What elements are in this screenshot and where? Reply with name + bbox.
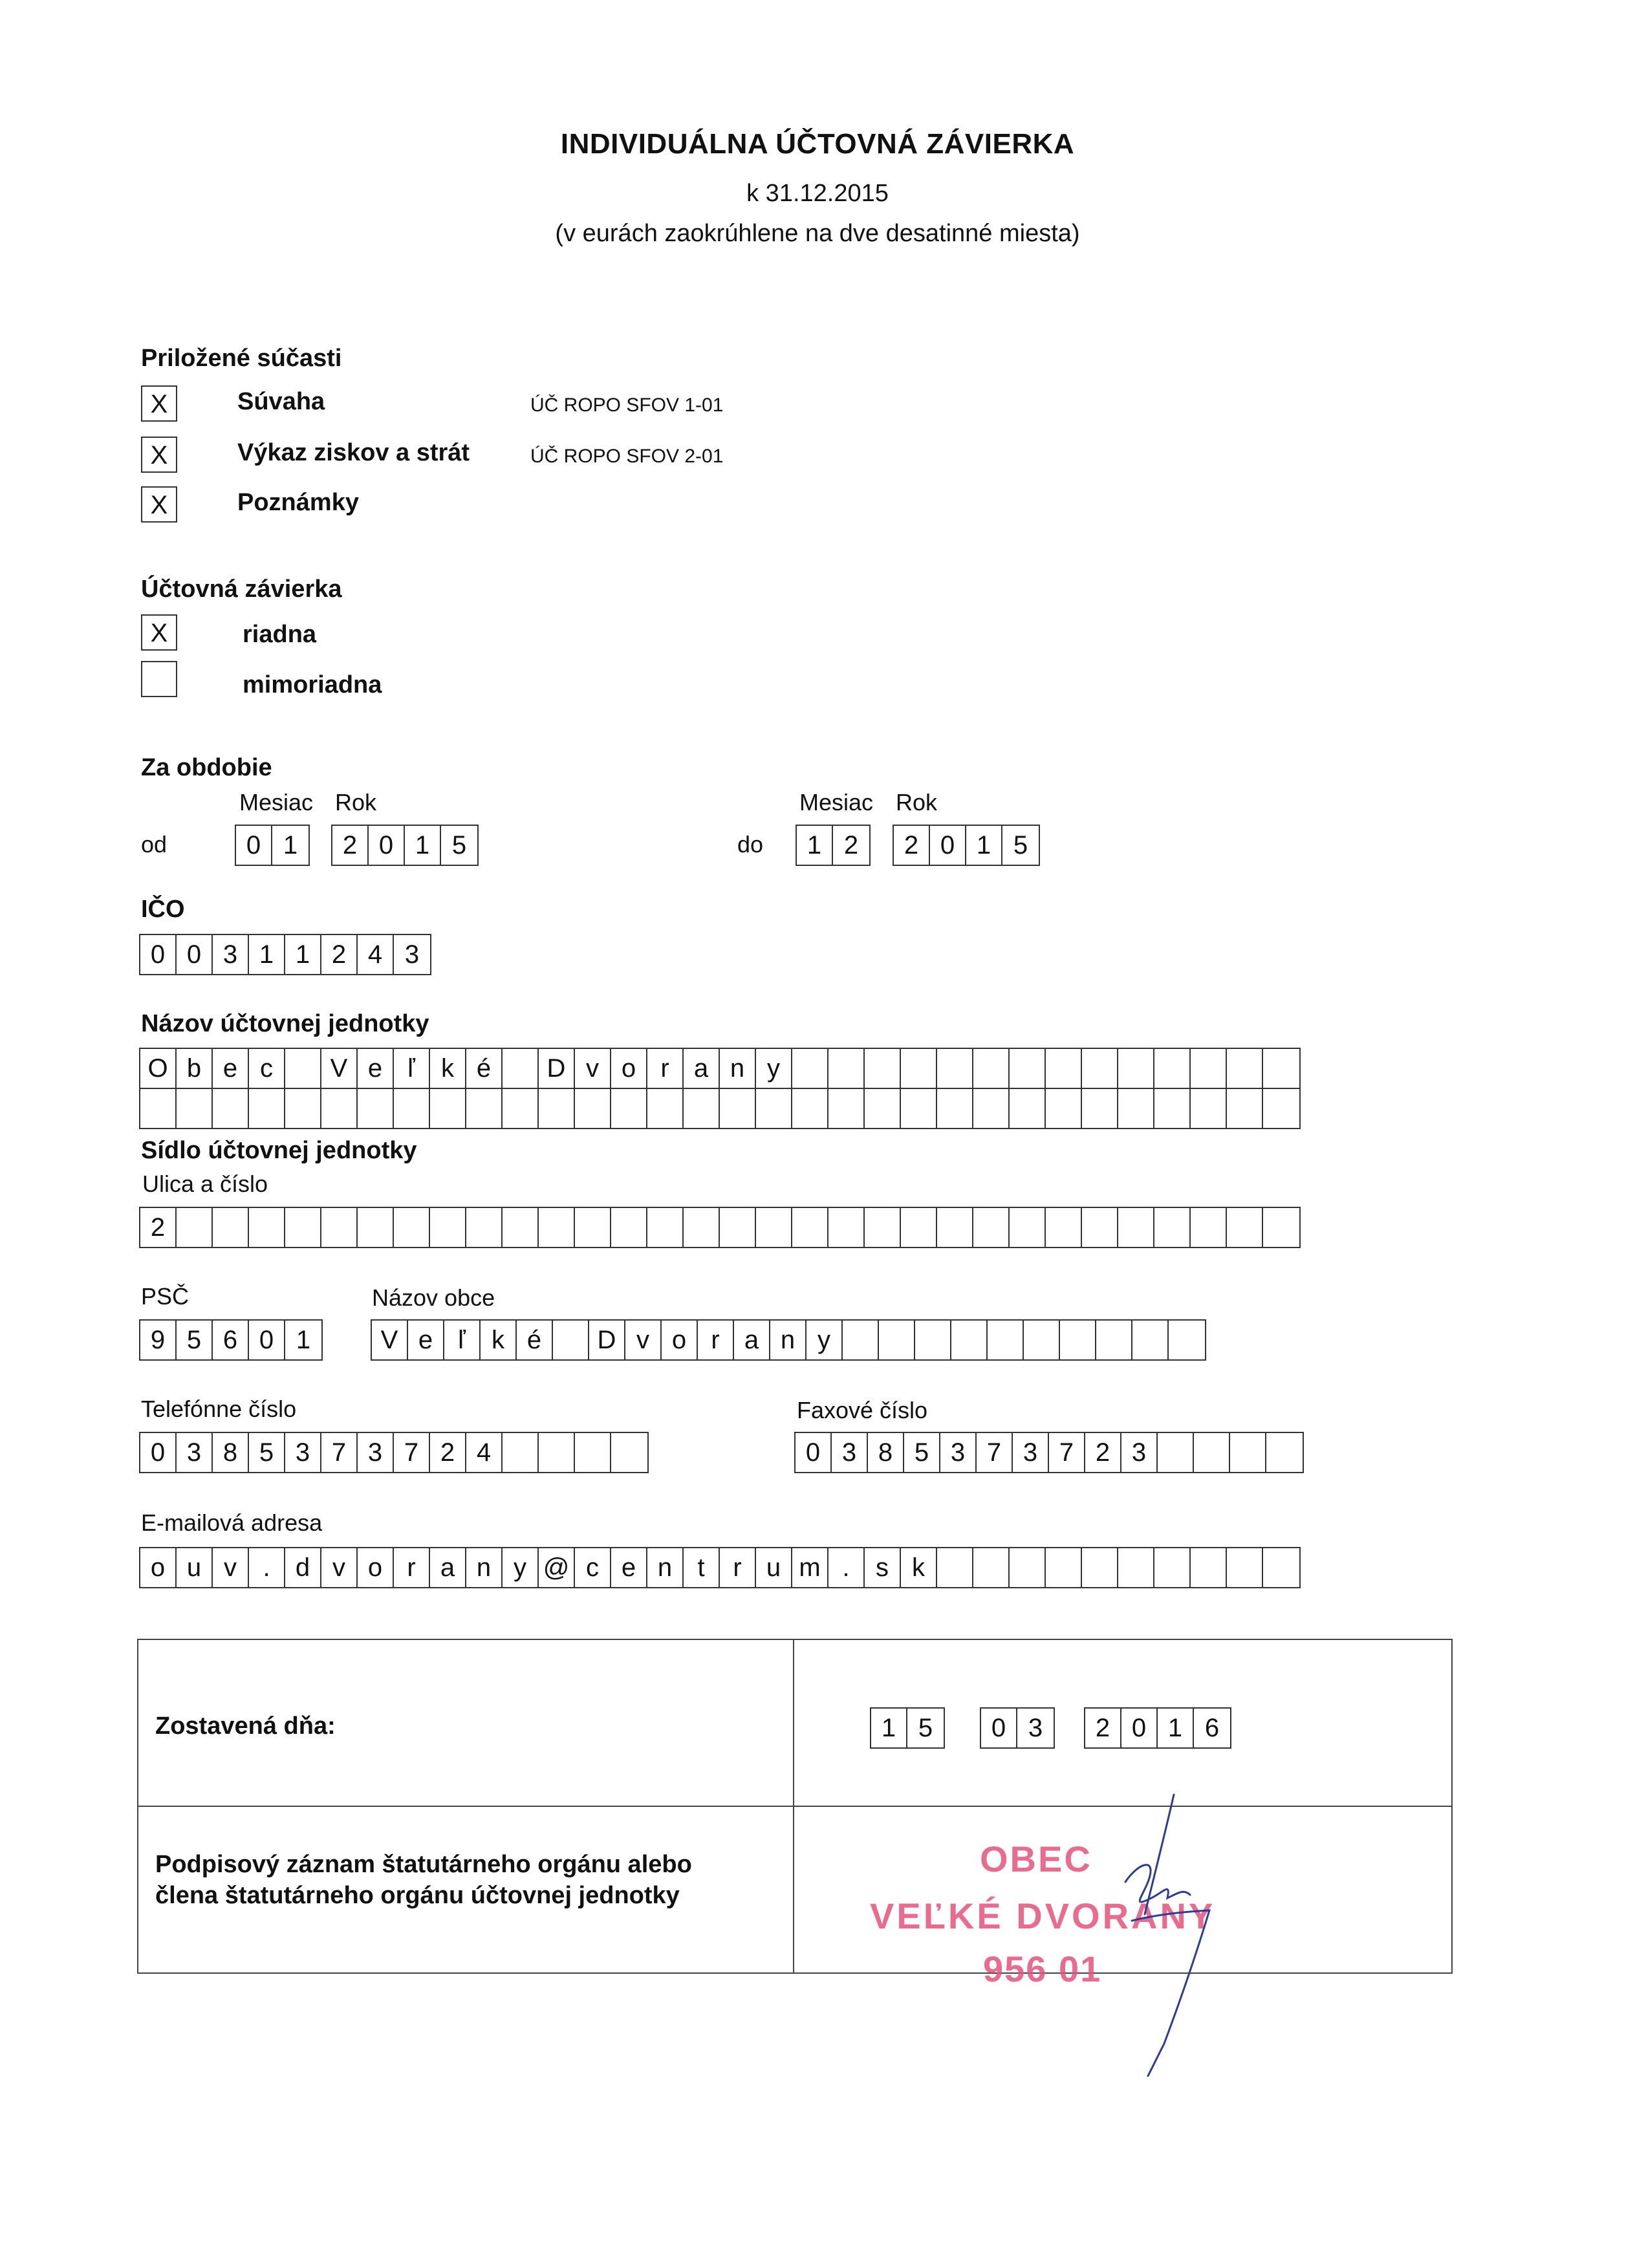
char-cell [177,1208,213,1247]
char-cell: 3 [285,1433,321,1472]
char-cell [865,1089,901,1128]
phone-field[interactable] [139,1432,649,1473]
street-field[interactable] [139,1207,1301,1248]
char-cell: 8 [213,1433,249,1472]
char-cell [1169,1321,1205,1359]
digit-cell: 0 [236,826,272,865]
char-cell [1082,1208,1118,1247]
digit-cell: 1 [249,935,285,974]
char-cell [1191,1548,1227,1587]
digit-cell: 2 [321,935,358,974]
char-cell: r [647,1049,684,1088]
char-cell: 1 [296,1326,311,1354]
char-cell: u [756,1548,792,1587]
char-cell [1010,1049,1046,1088]
char-cell [611,1208,647,1247]
char-cell: 5 [904,1433,940,1472]
digit-cell: 3 [404,940,420,969]
char-cell: v [575,1049,611,1088]
town-label: Názov obce [372,1284,495,1311]
char-cell: n [466,1548,503,1587]
char-cell [1118,1049,1154,1088]
char-cell: a [430,1548,466,1587]
char-cell: 3 [358,1433,394,1472]
char-cell: v [625,1321,662,1359]
compiled-day-field[interactable] [870,1707,945,1749]
char-cell [1132,1321,1169,1359]
town-field[interactable] [371,1319,1206,1361]
char-cell: ľ [444,1321,481,1359]
char-cell: a [734,1321,770,1359]
stamp-line3: 956 01 [983,1949,1102,1989]
char-cell [843,1321,879,1359]
char-cell [792,1208,828,1247]
char-cell [575,1433,611,1472]
char-cell [684,1089,720,1128]
char-cell [611,1089,647,1128]
char-cell [792,1049,828,1088]
ico-field[interactable] [139,934,431,975]
char-cell [1082,1049,1118,1088]
char-cell [1227,1089,1263,1128]
char-cell: V [372,1321,408,1359]
to-month-label: Mesiac [799,789,874,815]
stamp-line2: VEĽKÉ DVORANY [870,1895,1216,1936]
attachment-label-notes: Poznámky [237,489,359,516]
phone-label: Telefónne číslo [141,1396,297,1422]
char-cell [1154,1049,1191,1088]
char-cell: o [140,1548,177,1587]
char-cell [1010,1208,1046,1247]
char-cell: n [647,1548,684,1587]
char-cell [1046,1049,1082,1088]
digit-cell: 1 [966,826,1002,865]
char-cell [1227,1548,1263,1587]
psc-label: PSČ [141,1283,189,1310]
char-cell [684,1208,720,1247]
char-cell: é [466,1049,503,1088]
char-cell [951,1321,988,1359]
char-cell: k [430,1049,466,1088]
char-cell: 2 [1085,1433,1121,1472]
char-cell [1118,1089,1154,1128]
char-cell [988,1321,1024,1359]
stamp-line1: OBEC [980,1839,1092,1879]
char-cell [647,1208,684,1247]
closing-date: k 31.12.2015 [746,180,889,207]
digit-cell: 1 [871,1709,907,1747]
attachment-checkbox-balance[interactable]: X [141,385,177,422]
char-cell: d [285,1548,321,1587]
attachment-label-income: Výkaz ziskov a strát [237,439,470,466]
signature-record-label-line1: Podpisový záznam štatutárneho orgánu alebo [155,1851,692,1878]
char-cell [503,1089,539,1128]
char-cell [1154,1208,1191,1247]
digit-cell: 3 [213,935,249,974]
char-cell [879,1321,915,1359]
char-cell [611,1433,647,1472]
char-cell: n [720,1049,756,1088]
char-cell [1024,1321,1060,1359]
char-cell: 8 [868,1433,904,1472]
digit-cell: 5 [1013,831,1028,859]
char-cell: 7 [321,1433,358,1472]
char-cell: e [408,1321,444,1359]
char-cell [553,1321,589,1359]
char-cell: o [611,1049,647,1088]
char-cell [1082,1548,1118,1587]
digit-cell: 1 [285,935,321,974]
digit-cell: 3 [1028,1714,1043,1742]
char-cell [358,1208,394,1247]
char-cell: r [394,1548,430,1587]
currency-note: (v eurách zaokrúhlene na dve desatinné miesta) [555,220,1080,247]
psc-field[interactable] [139,1319,323,1361]
char-cell: @ [539,1548,575,1587]
char-cell [647,1089,684,1128]
char-cell [973,1089,1010,1128]
digit-cell: 5 [918,1714,933,1742]
char-cell [792,1089,828,1128]
char-cell [575,1208,611,1247]
char-cell: 0 [140,1433,177,1472]
char-cell [756,1089,792,1128]
char-cell: D [539,1049,575,1088]
document-title: INDIVIDUÁLNA ÚČTOVNÁ ZÁVIERKA [560,128,1075,160]
char-cell [503,1208,539,1247]
char-cell: 3 [940,1433,977,1472]
char-cell: 5 [177,1321,213,1359]
char-cell [1118,1548,1154,1587]
attachment-code-balance: ÚČ ROPO SFOV 1-01 [530,394,724,416]
char-cell: é [517,1321,553,1359]
digit-cell: 0 [1121,1709,1158,1747]
char-cell [1191,1208,1227,1247]
digit-cell: 6 [1204,1714,1220,1742]
digit-cell: 2 [1085,1709,1121,1747]
char-cell [1230,1433,1266,1472]
email-field[interactable] [139,1547,1301,1588]
char-cell: . [249,1548,285,1587]
char-cell [1118,1208,1154,1247]
digit-cell: 2 [843,831,859,859]
char-cell [1096,1321,1132,1359]
char-cell: y [807,1321,843,1359]
char-cell [901,1089,937,1128]
char-cell: D [589,1321,625,1359]
char-cell: ľ [394,1049,430,1088]
char-cell: 4 [466,1433,503,1472]
char-cell: 3 [1013,1433,1049,1472]
char-cell: b [177,1049,213,1088]
char-cell [828,1208,865,1247]
char-cell [1263,1548,1299,1587]
statement-label-extraordinary: mimoriadna [243,671,382,698]
email-label: E-mailová adresa [141,1509,323,1536]
digit-cell: 0 [140,935,177,974]
char-cell [1010,1089,1046,1128]
char-cell: 3 [177,1433,213,1472]
char-cell: 0 [249,1321,285,1359]
char-cell [466,1089,503,1128]
char-cell [177,1089,213,1128]
char-cell [140,1089,177,1128]
char-cell [249,1208,285,1247]
digit-cell: 0 [369,826,405,865]
digit-cell: 4 [358,935,394,974]
digit-cell: 0 [981,1709,1017,1747]
char-cell [1082,1089,1118,1128]
char-cell: o [358,1548,394,1587]
char-cell [394,1208,430,1247]
to-label: do [737,831,764,858]
signature-record-label-line2: člena štatutárneho orgánu účtovnej jednotky [155,1882,680,1909]
char-cell [358,1089,394,1128]
char-cell: 0 [796,1433,832,1472]
char-cell [1046,1089,1082,1128]
to-year-label: Rok [896,789,938,815]
digit-cell: 1 [405,826,441,865]
char-cell [828,1049,865,1088]
to-year-field[interactable] [893,825,1040,866]
char-cell: 9 [140,1321,177,1359]
char-cell [575,1089,611,1128]
char-cell [1154,1548,1191,1587]
char-cell [865,1049,901,1088]
statement-checkbox-regular[interactable]: X [141,614,177,651]
char-cell: o [662,1321,698,1359]
digit-cell: 1 [797,826,833,865]
char-cell: r [720,1548,756,1587]
char-cell: 2 [430,1433,466,1472]
char-cell [1046,1208,1082,1247]
attachment-checkbox-notes[interactable]: X [141,486,177,523]
statement-checkbox-extraordinary[interactable] [141,661,177,697]
char-cell: 5 [249,1433,285,1472]
from-year-field[interactable] [331,825,479,866]
char-cell [973,1548,1010,1587]
char-cell [503,1433,539,1472]
char-cell: O [140,1049,177,1088]
char-cell [828,1089,865,1128]
char-cell: v [321,1548,358,1587]
char-cell: 2 [140,1208,177,1247]
char-cell [503,1049,539,1088]
char-cell: n [770,1321,807,1359]
char-cell: e [213,1049,249,1088]
char-cell [937,1089,973,1128]
period-heading: Za obdobie [141,754,272,781]
from-month-field[interactable] [235,825,310,866]
char-cell [321,1208,358,1247]
char-cell [539,1208,575,1247]
char-cell [973,1049,1010,1088]
char-cell: k [901,1548,937,1587]
from-label: od [141,831,168,858]
digit-cell: 5 [451,831,467,859]
char-cell [1263,1049,1299,1088]
char-cell: . [828,1548,865,1587]
compiled-date-label: Zostavená dňa: [155,1712,336,1740]
statement-label-regular: riadna [243,621,317,648]
char-cell [1227,1049,1263,1088]
char-cell [321,1089,358,1128]
char-cell [756,1208,792,1247]
digit-cell: 2 [332,826,369,865]
char-cell: c [249,1049,285,1088]
char-cell: 7 [394,1433,430,1472]
char-cell: 3 [1121,1433,1158,1472]
digit-cell: 0 [177,935,213,974]
char-cell: 7 [977,1433,1013,1472]
statement-heading: Účtovná závierka [141,576,342,603]
entity-name-field-row2[interactable] [139,1088,1301,1129]
char-cell: e [358,1049,394,1088]
to-month-field[interactable] [796,825,871,866]
char-cell: u [177,1548,213,1587]
char-cell [1154,1089,1191,1128]
char-cell [865,1208,901,1247]
fax-field[interactable] [794,1432,1304,1473]
handwritten-signature [1087,1785,1242,2082]
char-cell [539,1089,575,1128]
char-cell [937,1049,973,1088]
char-cell: v [213,1548,249,1587]
char-cell: c [575,1548,611,1587]
table-divider-horizontal [137,1806,1451,1807]
char-cell: 3 [832,1433,868,1472]
char-cell [466,1208,503,1247]
seat-label: Sídlo účtovnej jednotky [141,1137,417,1164]
char-cell [1194,1433,1230,1472]
compiled-month-field[interactable] [980,1707,1055,1749]
char-cell [249,1089,285,1128]
char-cell [937,1548,973,1587]
digit-cell: 1 [1158,1709,1194,1747]
attachment-label-balance: Súvaha [237,388,325,415]
compiled-year-field[interactable] [1084,1707,1231,1749]
char-cell [973,1208,1010,1247]
char-cell [1010,1548,1046,1587]
char-cell [430,1208,466,1247]
char-cell: s [865,1548,901,1587]
char-cell [901,1049,937,1088]
char-cell [394,1089,430,1128]
char-cell [1060,1321,1096,1359]
char-cell [213,1089,249,1128]
entity-name-field-row1[interactable] [139,1048,1301,1089]
char-cell: 6 [213,1321,249,1359]
street-label: Ulica a číslo [142,1171,268,1197]
digit-cell: 0 [930,826,966,865]
char-cell [720,1089,756,1128]
char-cell [720,1208,756,1247]
digit-cell: 2 [894,826,930,865]
from-year-label: Rok [335,789,377,815]
char-cell [1263,1089,1299,1128]
char-cell [1158,1433,1194,1472]
char-cell [1227,1208,1263,1247]
char-cell: m [792,1548,828,1587]
char-cell [1263,1208,1299,1247]
char-cell [285,1089,321,1128]
char-cell: e [611,1548,647,1587]
char-cell [285,1049,321,1088]
char-cell [1191,1049,1227,1088]
char-cell: y [503,1548,539,1587]
char-cell: y [756,1049,792,1088]
attachment-checkbox-income[interactable]: X [141,437,177,473]
char-cell: t [684,1548,720,1587]
char-cell: k [481,1321,517,1359]
digit-cell: 1 [283,831,298,859]
char-cell [1266,1433,1303,1472]
char-cell [1046,1548,1082,1587]
char-cell: V [321,1049,358,1088]
attachments-heading: Priložené súčasti [141,345,342,372]
char-cell [915,1321,951,1359]
char-cell [430,1089,466,1128]
fax-label: Faxové číslo [797,1397,928,1423]
ico-label: IČO [141,896,185,923]
char-cell: 7 [1049,1433,1085,1472]
char-cell [1191,1089,1227,1128]
char-cell [901,1208,937,1247]
from-month-label: Mesiac [239,789,314,815]
attachment-code-income: ÚČ ROPO SFOV 2-01 [530,446,724,467]
char-cell: a [684,1049,720,1088]
entity-name-label: Názov účtovnej jednotky [141,1010,429,1037]
char-cell [213,1208,249,1247]
char-cell: r [698,1321,734,1359]
char-cell [937,1208,973,1247]
char-cell [285,1208,321,1247]
char-cell [539,1433,575,1472]
